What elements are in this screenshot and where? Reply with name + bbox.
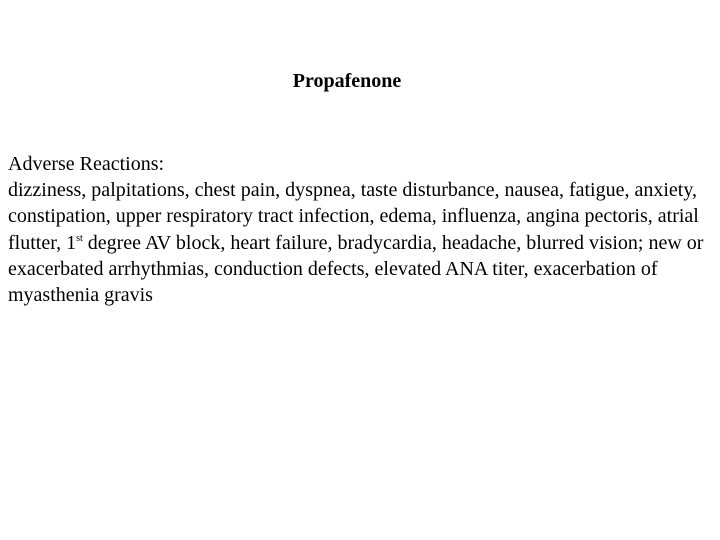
ordinal-superscript: st — [76, 232, 83, 244]
reactions-text-part1: dizziness, palpitations, chest pain, dyspnea, taste disturbance, nausea, fatigue, anxiety, constipation, upper respiratory tract infection, edema, influenza, angina pectoris, atrial flutter, 1 — [8, 179, 699, 254]
slide-title: Propafenone — [292, 70, 402, 92]
adverse-reactions-list — [8, 179, 703, 306]
reactions-text-part2: degree AV block, heart failure, bradycardia, headache, blurred vision; new or exacerbated arrhythmias, conduction defects, elevated ANA titer, exacerbation of myasthenia gravis — [8, 231, 704, 307]
section-heading: Adverse Reactions: — [8, 153, 165, 175]
adverse-reactions-block — [8, 151, 714, 308]
